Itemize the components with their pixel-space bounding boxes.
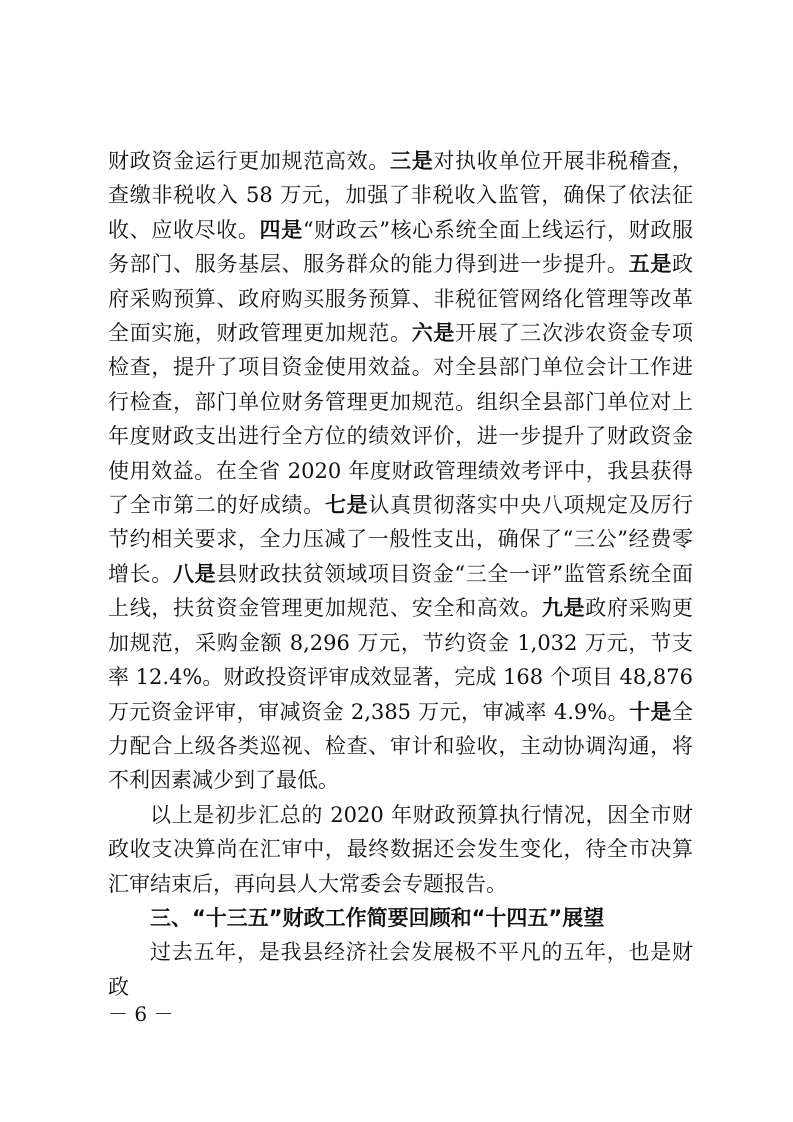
keyword-bold: 八是 xyxy=(172,560,217,586)
keyword-bold: 七是 xyxy=(324,492,369,518)
keyword-bold: 五是 xyxy=(628,251,673,277)
text-run: 政府采购预算、政府购买服务预算、非税征管网络化管理等改革全面实施，财政管理更加规范。 xyxy=(108,252,694,346)
keyword-bold: 九是 xyxy=(541,595,586,621)
text-run: 县财政扶贫领域项目资金“三全一评”监管系统全面上线，扶贫资金管理更加规范、安全和高效。 xyxy=(108,561,694,621)
paragraph-summary xyxy=(108,144,693,798)
text-run: 对执收单位开展非税稽查，查缴非税收入 58 万元，加强了非税收入监管，确保了依法征收、应收尽收。 xyxy=(108,149,694,242)
keyword-bold: 六是 xyxy=(411,320,456,346)
text-run: 政府采购更加规范，采购金额 8,296 万元，节约资金 1,032 万元，节支率 12.4%。财政投资评审成效显著，完成 168 个项目 48,876 万元资金评审，审减资金 2,385 万元，审减率 4.9%。 xyxy=(108,596,694,724)
body-text xyxy=(108,144,693,1004)
section-heading: 三、“十三五”财政工作简要回顾和“十四五”展望 xyxy=(150,905,605,930)
keyword-bold: 三是 xyxy=(390,148,434,173)
keyword-bold: 四是 xyxy=(259,216,303,242)
text-run: 财政资金运行更加规范高效。 xyxy=(108,149,390,173)
text-run: 认真贯彻落实中央八项规定及厉行节约相关要求，全力压减了一般性支出，确保了“三公”经费零增长。 xyxy=(108,493,694,586)
keyword-bold: 十是 xyxy=(629,698,672,724)
text-run: 全力配合上级各类巡视、检查、审计和验收，主动协调沟通，将不利因素减少到了最低。 xyxy=(108,699,693,793)
page-number: － 6 － xyxy=(108,1002,174,1026)
text-run: “财政云”核心系统全面上线运行，财政服务部门、服务基层、服务群众的能力得到进一步提升。 xyxy=(108,217,694,277)
paragraph-note: 以上是初步汇总的 2020 年财政预算执行情况，因全市财政收支决算尚在汇审中，最终数据还会发生变化，待全市决算汇审结束后，再向县人大常委会专题报告。 xyxy=(108,802,693,896)
text-run: 开展了三次涉农资金专项检查，提升了项目资金使用效益。对全县部门单位会计工作进行检查，部门单位财务管理更加规范。组织全县部门单位对上年度财政支出进行全方位的绩效评价，进一步提升了财政资金使用效益。在全省 2020 年度财政管理绩效考评中，我县获得了全市第二的好成绩。 xyxy=(108,321,694,518)
paragraph-review: 过去五年，是我县经济社会发展极不平凡的五年，也是财政 xyxy=(108,940,693,999)
